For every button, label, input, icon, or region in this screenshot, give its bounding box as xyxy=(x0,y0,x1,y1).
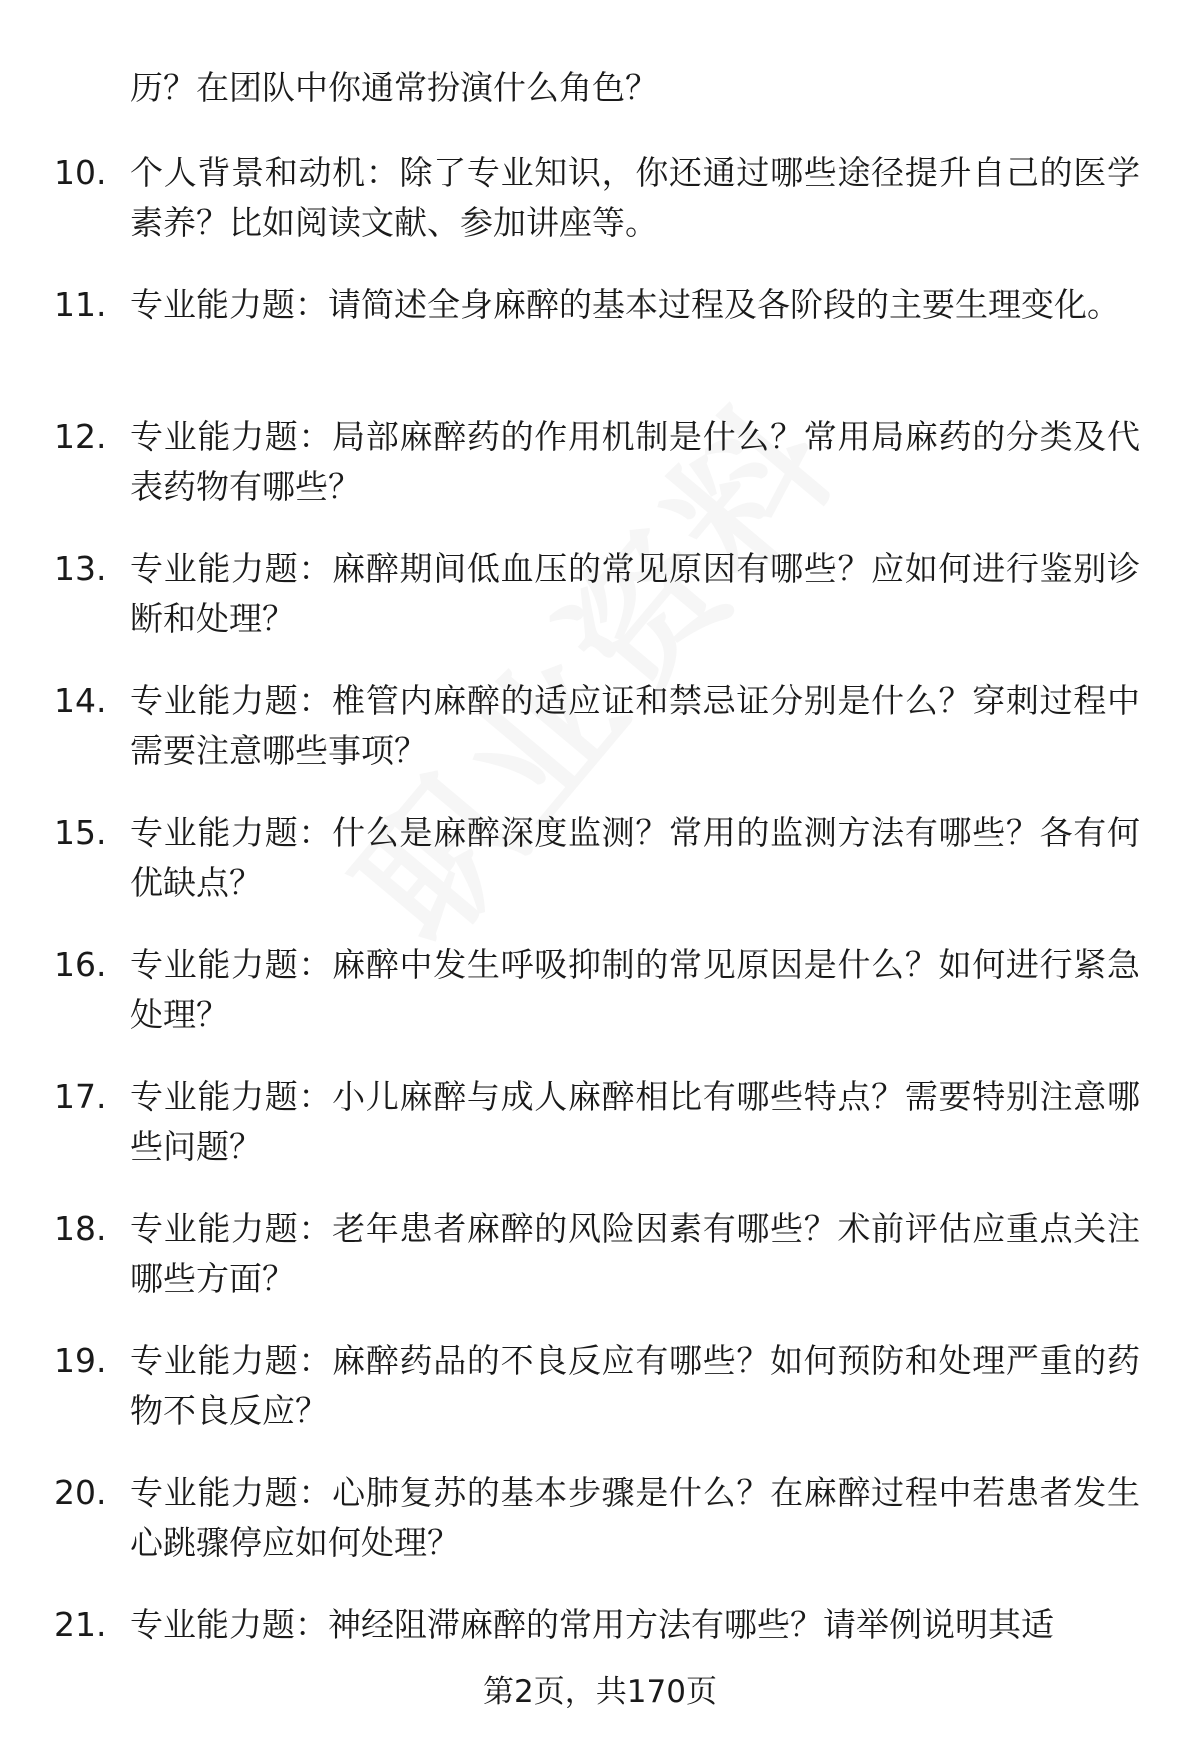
question-number: 21. xyxy=(54,1605,107,1644)
question-number: 19. xyxy=(54,1341,107,1380)
question-text: 专业能力题：老年患者麻醉的风险因素有哪些？术前评估应重点关注哪些方面？ xyxy=(130,1209,1140,1298)
question-item xyxy=(0,1468,1200,1600)
question-text: 专业能力题：心肺复苏的基本步骤是什么？在麻醉过程中若患者发生心跳骤停应如何处理？ xyxy=(130,1473,1140,1562)
continued-question-fragment: 历？在团队中你通常扮演什么角色？ xyxy=(130,68,658,107)
question-list xyxy=(0,148,1200,1732)
question-item xyxy=(0,808,1200,940)
question-text: 专业能力题：椎管内麻醉的适应证和禁忌证分别是什么？穿刺过程中需要注意哪些事项？ xyxy=(130,681,1140,770)
question-text: 专业能力题：小儿麻醉与成人麻醉相比有哪些特点？需要特别注意哪些问题？ xyxy=(130,1077,1140,1166)
question-number: 15. xyxy=(54,813,107,852)
question-item xyxy=(0,280,1200,412)
question-text: 专业能力题：麻醉中发生呼吸抑制的常见原因是什么？如何进行紧急处理？ xyxy=(130,945,1140,1034)
question-item xyxy=(0,1204,1200,1336)
question-number: 10. xyxy=(54,153,107,192)
question-number: 12. xyxy=(54,417,107,456)
question-text: 个人背景和动机：除了专业知识，你还通过哪些途径提升自己的医学素养？比如阅读文献、参加讲座等。 xyxy=(130,153,1140,242)
question-text: 专业能力题：神经阻滞麻醉的常用方法有哪些？请举例说明其适 xyxy=(130,1605,1054,1644)
question-number: 18. xyxy=(54,1209,107,1248)
question-text: 专业能力题：麻醉期间低血压的常见原因有哪些？应如何进行鉴别诊断和处理？ xyxy=(130,549,1140,638)
question-item xyxy=(0,412,1200,544)
question-text: 专业能力题：局部麻醉药的作用机制是什么？常用局麻药的分类及代表药物有哪些？ xyxy=(130,417,1140,506)
question-number: 14. xyxy=(54,681,107,720)
question-number: 20. xyxy=(54,1473,107,1512)
page-footer: 第2页，共170页 xyxy=(483,1674,717,1710)
question-item xyxy=(0,676,1200,808)
question-item xyxy=(0,1600,1200,1732)
question-text: 专业能力题：请简述全身麻醉的基本过程及各阶段的主要生理变化。 xyxy=(130,285,1120,324)
question-item xyxy=(0,544,1200,676)
question-number: 13. xyxy=(54,549,107,588)
question-item xyxy=(0,940,1200,1072)
question-item xyxy=(0,1072,1200,1204)
question-item xyxy=(0,1336,1200,1468)
question-number: 11. xyxy=(54,285,107,324)
question-text: 专业能力题：什么是麻醉深度监测？常用的监测方法有哪些？各有何优缺点？ xyxy=(130,813,1140,902)
question-item xyxy=(0,148,1200,280)
question-number: 16. xyxy=(54,945,107,984)
question-number: 17. xyxy=(54,1077,107,1116)
question-text: 专业能力题：麻醉药品的不良反应有哪些？如何预防和处理严重的药物不良反应？ xyxy=(130,1341,1140,1430)
